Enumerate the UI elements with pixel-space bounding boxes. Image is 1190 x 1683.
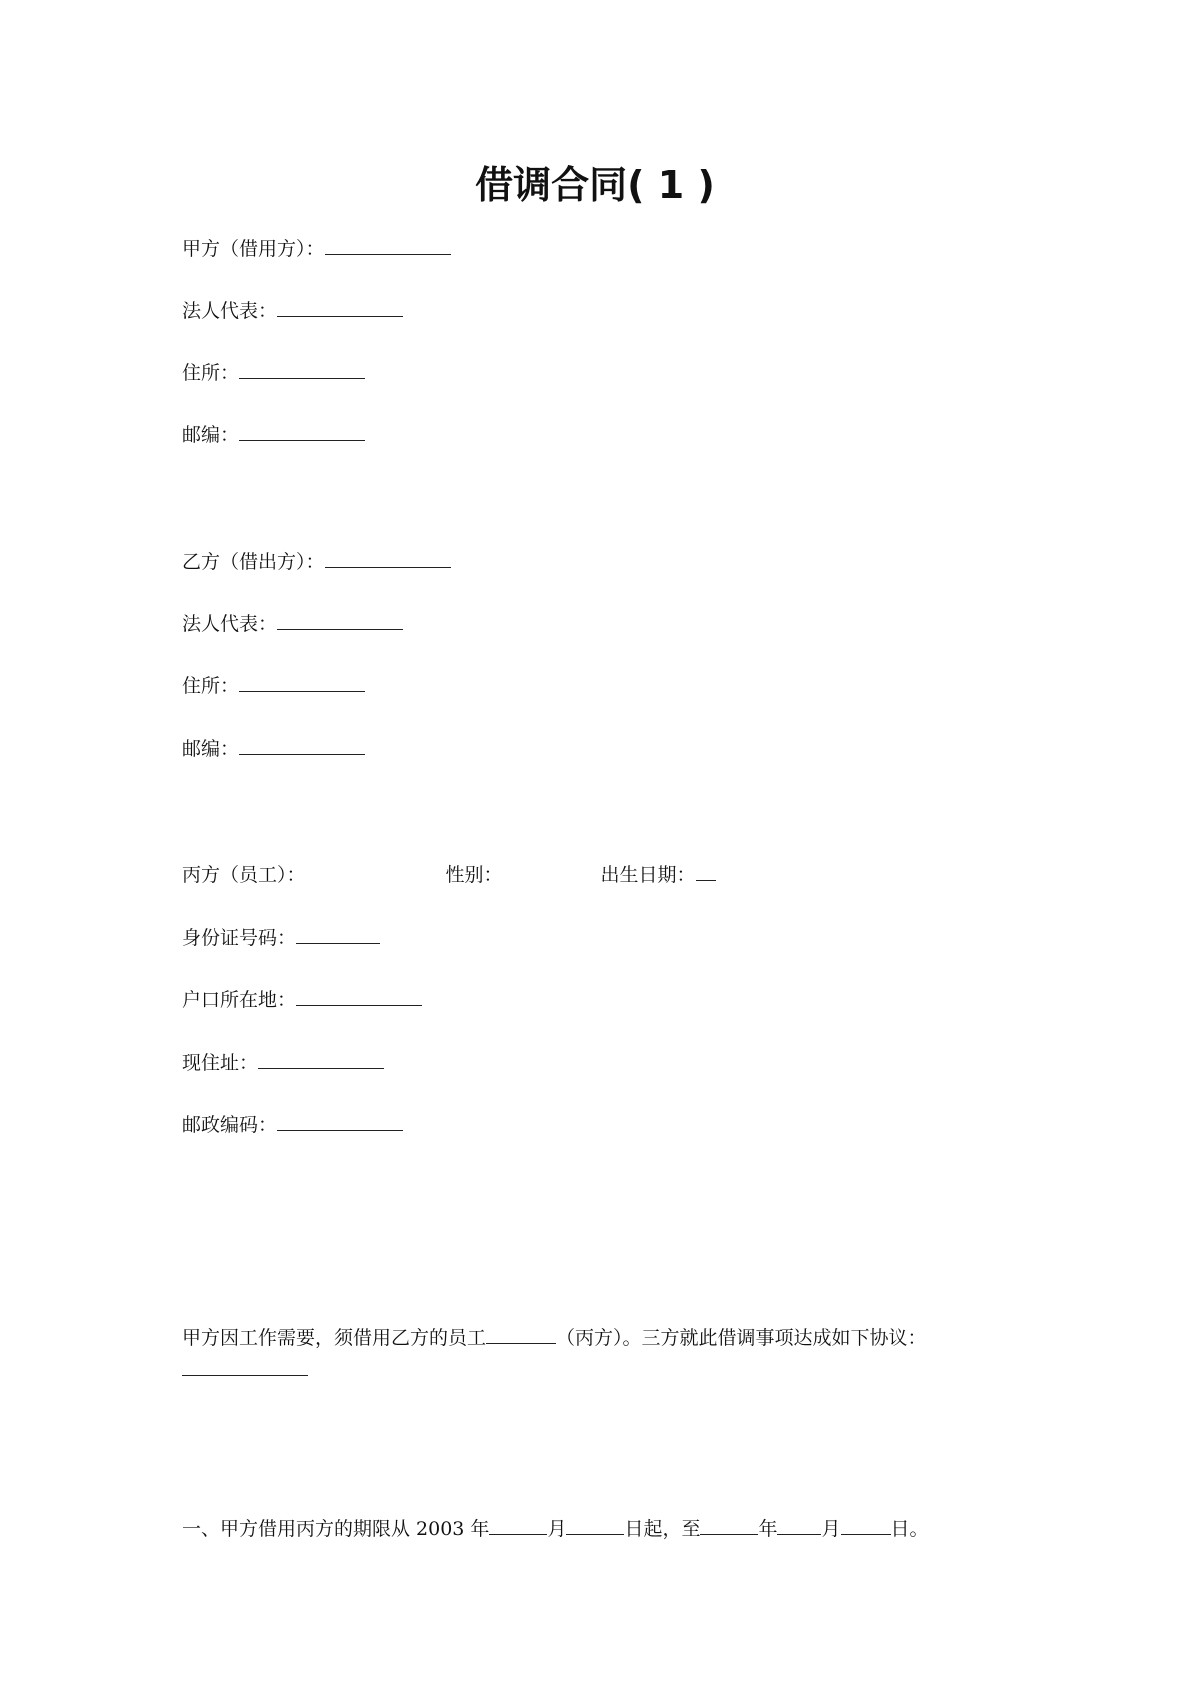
clause-1-end-day-blank[interactable] bbox=[841, 1512, 891, 1535]
intro-trailing-blank[interactable] bbox=[182, 1353, 308, 1376]
party-c-current-address-line bbox=[182, 1046, 384, 1078]
party-c-postal-code-blank[interactable] bbox=[277, 1108, 403, 1131]
party-a-postcode-line bbox=[182, 418, 365, 450]
party-a-address-label: 住所： bbox=[182, 362, 240, 384]
clause-1 bbox=[182, 1512, 929, 1544]
party-a-name-line bbox=[182, 232, 451, 264]
party-c-postal-code-label: 邮政编码： bbox=[182, 1114, 278, 1136]
party-a-postcode-blank[interactable] bbox=[239, 418, 365, 441]
party-c-id-label: 身份证号码： bbox=[182, 927, 297, 949]
party-a-address-blank[interactable] bbox=[239, 356, 365, 379]
party-a-rep-blank[interactable] bbox=[277, 294, 403, 317]
party-c-current-address-label: 现住址： bbox=[182, 1052, 259, 1074]
intro-employee-blank[interactable] bbox=[486, 1321, 556, 1344]
party-b-postcode-label: 邮编： bbox=[182, 738, 240, 760]
party-b-postcode-line bbox=[182, 732, 365, 764]
clause-1-month2-label: 月 bbox=[821, 1518, 841, 1540]
party-c-hukou-blank[interactable] bbox=[296, 983, 422, 1006]
party-c-birth-label: 出生日期： bbox=[600, 864, 696, 886]
intro-paragraph-line1 bbox=[182, 1321, 927, 1353]
party-a-name-blank[interactable] bbox=[325, 232, 451, 255]
party-b-rep-line bbox=[182, 607, 403, 639]
clause-1-end-year-blank[interactable] bbox=[700, 1512, 758, 1535]
party-c-id-blank[interactable] bbox=[296, 921, 380, 944]
party-b-address-blank[interactable] bbox=[239, 669, 365, 692]
document-title: 借调合同( 1 ) bbox=[475, 163, 715, 207]
party-b-postcode-blank[interactable] bbox=[239, 732, 365, 755]
party-c-postal-code-line bbox=[182, 1108, 403, 1140]
clause-1-prefix: 一、甲方借用丙方的期限从 2003 年 bbox=[182, 1518, 490, 1540]
party-c-hukou-label: 户口所在地： bbox=[182, 989, 297, 1011]
party-c-birth-blank[interactable] bbox=[696, 858, 716, 881]
intro-part2: （丙方）。三方就此借调事项达成如下协议： bbox=[556, 1327, 927, 1349]
party-a-rep-label: 法人代表： bbox=[182, 300, 278, 322]
clause-1-start-month-blank[interactable] bbox=[489, 1512, 547, 1535]
clause-1-month-label: 月 bbox=[547, 1518, 567, 1540]
party-b-rep-blank[interactable] bbox=[277, 607, 403, 630]
party-a-name-label: 甲方（借用方）： bbox=[182, 238, 325, 260]
party-c-id-line bbox=[182, 921, 380, 953]
party-c-info-line bbox=[182, 858, 716, 890]
party-b-rep-label: 法人代表： bbox=[182, 613, 278, 635]
clause-1-start-day-blank[interactable] bbox=[566, 1512, 624, 1535]
party-c-name-label: 丙方（员工）： bbox=[182, 864, 306, 886]
clause-1-day-from-label: 日起，至 bbox=[624, 1518, 701, 1540]
party-c-hukou-line bbox=[182, 983, 422, 1015]
party-c-current-address-blank[interactable] bbox=[258, 1046, 384, 1069]
intro-part1: 甲方因工作需要，须借用乙方的员工 bbox=[182, 1327, 487, 1349]
intro-paragraph-line2 bbox=[182, 1353, 308, 1385]
clause-1-end-month-blank[interactable] bbox=[777, 1512, 821, 1535]
party-b-address-line bbox=[182, 669, 365, 701]
party-b-address-label: 住所： bbox=[182, 675, 240, 697]
party-a-address-line bbox=[182, 356, 365, 388]
clause-1-day-end-label: 日。 bbox=[890, 1518, 929, 1540]
party-c-gender-label: 性别： bbox=[445, 864, 503, 886]
party-a-postcode-label: 邮编： bbox=[182, 424, 240, 446]
party-b-name-label: 乙方（借出方）： bbox=[182, 551, 325, 573]
party-b-name-line bbox=[182, 545, 451, 577]
party-b-name-blank[interactable] bbox=[325, 545, 451, 568]
party-a-rep-line bbox=[182, 294, 403, 326]
clause-1-year-label: 年 bbox=[758, 1518, 778, 1540]
